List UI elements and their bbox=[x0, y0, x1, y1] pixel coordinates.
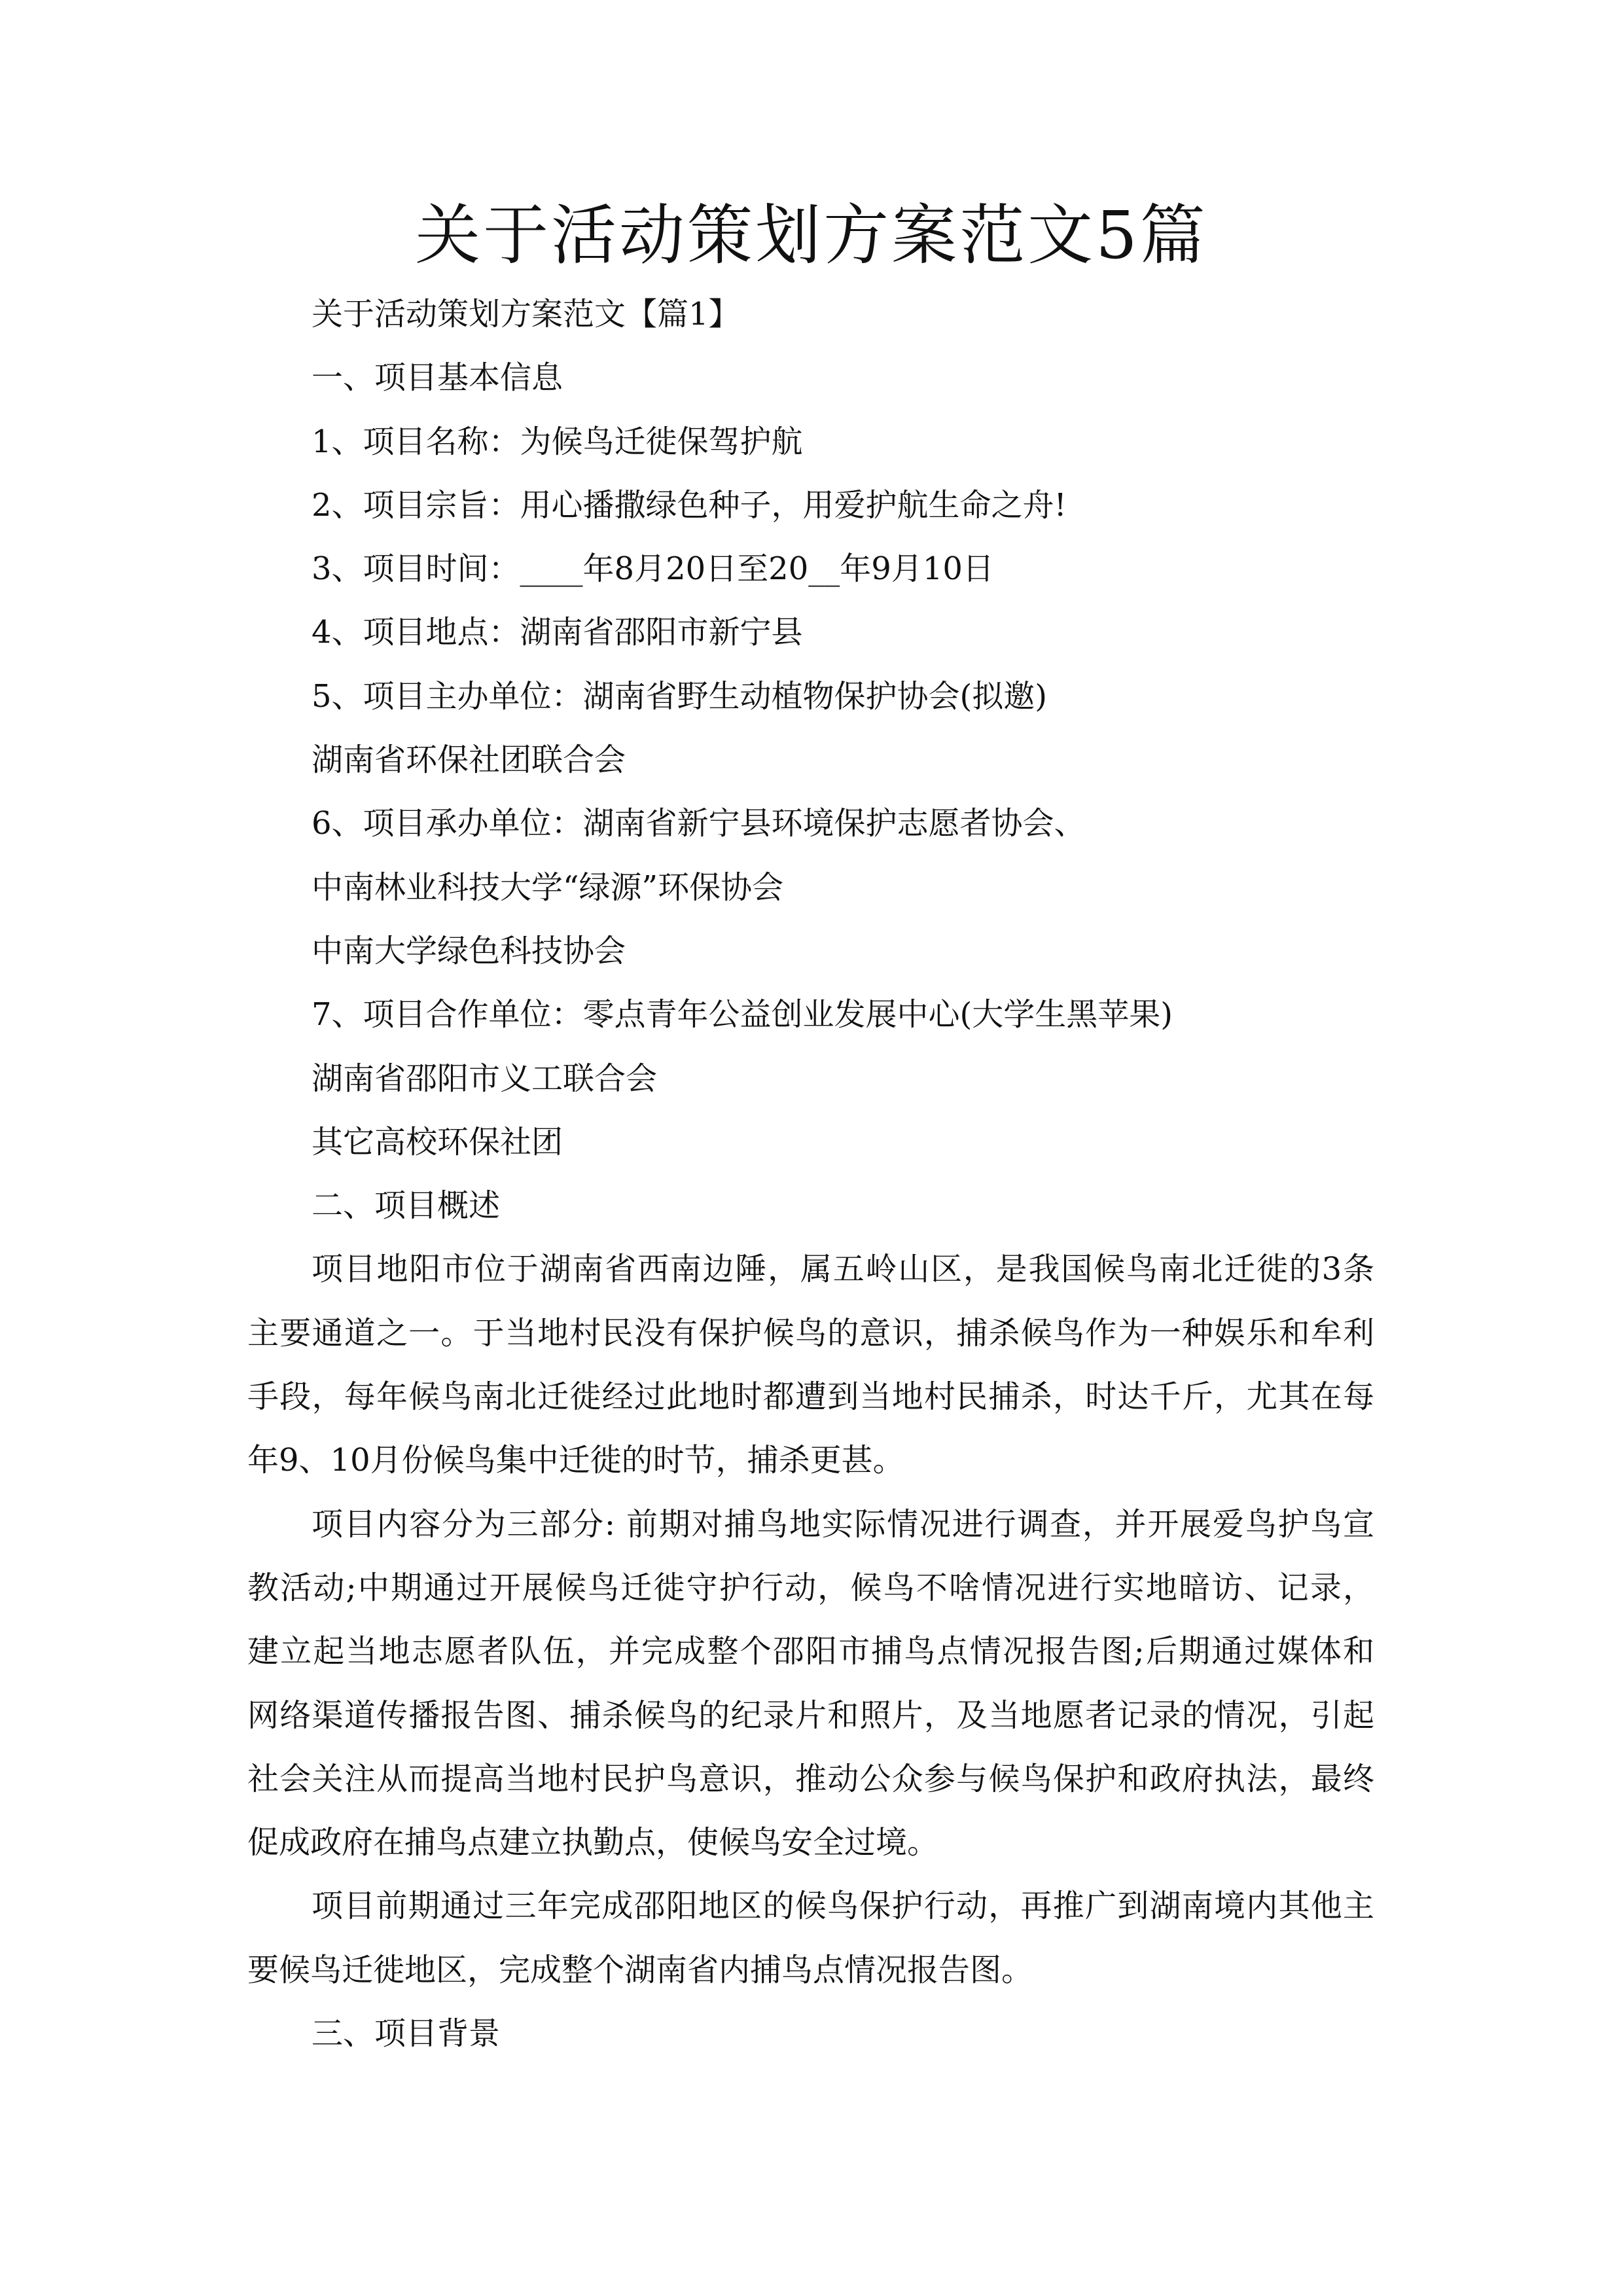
section-heading: 三、项目背景 bbox=[312, 2015, 501, 2053]
list-line: 中南大学绿色科技协会 bbox=[312, 932, 626, 969]
paragraph-line: 建立起当地志愿者队伍，并完成整个邵阳市捕鸟点情况报告图;后期通过媒体和 bbox=[247, 1633, 1374, 1670]
list-line: 3、项目时间：____年8月20日至20__年9月10日 bbox=[312, 550, 994, 588]
list-line: 关于活动策划方案范文【篇1】 bbox=[312, 296, 740, 332]
list-line: 湖南省邵阳市义工联合会 bbox=[312, 1060, 658, 1097]
list-line: 5、项目主办单位：湖南省野生动植物保护协会(拟邀) bbox=[312, 677, 1047, 715]
paragraph bbox=[247, 1493, 1374, 1875]
paragraph bbox=[247, 1874, 1374, 2002]
paragraph bbox=[247, 1238, 1374, 1492]
document-body bbox=[247, 283, 1374, 2066]
paragraph-line: 网络渠道传播报告图、捕杀候鸟的纪录片和照片，及当地愿者记录的情况，引起 bbox=[247, 1696, 1374, 1734]
list-line: 4、项目地点：湖南省邵阳市新宁县 bbox=[312, 614, 803, 651]
paragraph-line: 教活动;中期通过开展候鸟迁徙守护行动，候鸟不啥情况进行实地暗访、记录， bbox=[247, 1569, 1374, 1606]
list-line: 二、项目概述 bbox=[312, 1187, 501, 1225]
paragraph-line: 社会关注从而提高当地村民护鸟意识，推动公众参与候鸟保护和政府执法，最终 bbox=[247, 1760, 1374, 1797]
list-line: 2、项目宗旨：用心播撒绿色种子，用爱护航生命之舟! bbox=[312, 486, 1067, 524]
list-line: 7、项目合作单位：零点青年公益创业发展中心(大学生黑苹果) bbox=[312, 996, 1173, 1033]
list-line: 6、项目承办单位：湖南省新宁县环境保护志愿者协会、 bbox=[312, 805, 1086, 842]
list-line: 1、项目名称：为候鸟迁徙保驾护航 bbox=[312, 423, 803, 460]
paragraph-line: 项目内容分为三部分: 前期对捕鸟地实际情况进行调查，并开展爱鸟护鸟宣 bbox=[312, 1505, 1374, 1543]
paragraph-line: 项目前期通过三年完成邵阳地区的候鸟保护行动，再推广到湖南境内其他主 bbox=[312, 1888, 1374, 1925]
paragraph-line: 促成政府在捕鸟点建立执勤点，使候鸟安全过境。 bbox=[247, 1824, 939, 1861]
document-title: 关于活动策划方案范文5篇 bbox=[415, 197, 1208, 274]
paragraph-line: 年9、10月份候鸟集中迁徙的时节，捕杀更甚。 bbox=[247, 1442, 904, 1479]
paragraph-line: 项目地阳市位于湖南省西南边陲，属五岭山区，是我国候鸟南北迁徙的3条 bbox=[312, 1251, 1374, 1288]
paragraph-line: 手段，每年候鸟南北迁徙经过此地时都遭到当地村民捕杀，时达千斤，尤其在每 bbox=[247, 1378, 1374, 1416]
list-line: 一、项目基本信息 bbox=[312, 359, 563, 397]
list-line: 其它高校环保社团 bbox=[312, 1123, 563, 1160]
paragraph-line: 主要通道之一。于当地村民没有保护候鸟的意识，捕杀候鸟作为一种娱乐和牟利 bbox=[247, 1314, 1374, 1352]
list-line: 湖南省环保社团联合会 bbox=[312, 742, 626, 779]
paragraph-line: 要候鸟迁徙地区，完成整个湖南省内捕鸟点情况报告图。 bbox=[247, 1951, 1033, 1988]
list-line: 中南林业科技大学“绿源”环保协会 bbox=[312, 869, 784, 906]
